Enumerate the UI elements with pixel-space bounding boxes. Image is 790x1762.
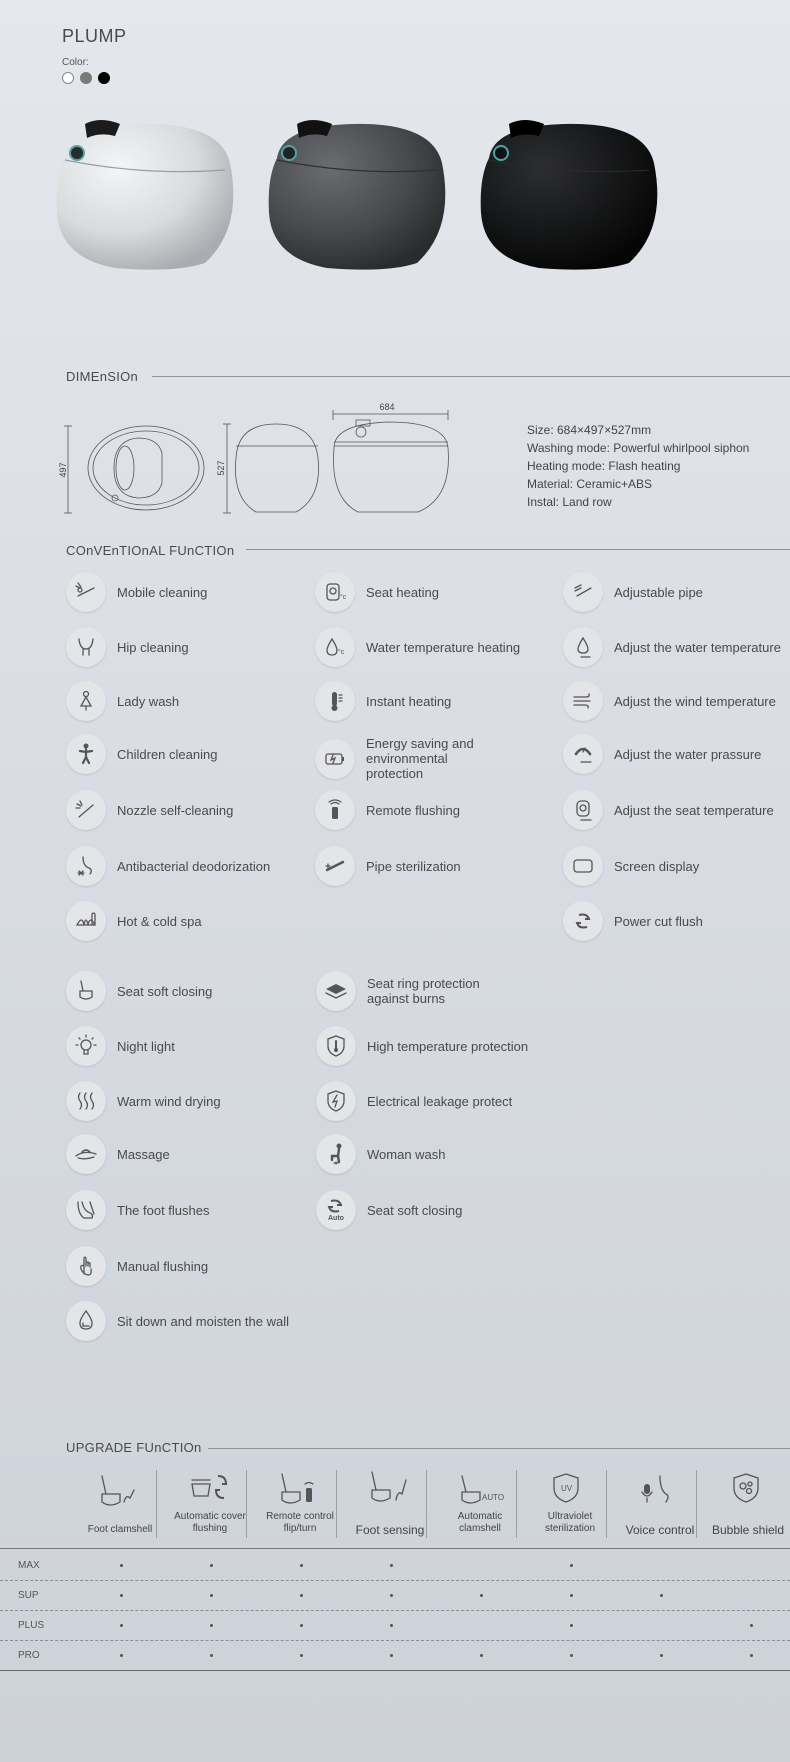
feature-label: Seat heating	[366, 584, 440, 600]
feature-dot	[390, 1624, 393, 1627]
feature-item	[563, 627, 781, 667]
voice-icon	[634, 1470, 684, 1515]
shield-bolt-icon	[316, 1081, 356, 1121]
water-heat-icon	[315, 627, 355, 667]
svg-text:°c: °c	[338, 649, 345, 656]
table-row-label: SUP	[18, 1590, 39, 1601]
feature-item	[315, 736, 506, 781]
feature-label: Instant heating	[366, 693, 452, 709]
battery-icon	[315, 739, 355, 779]
dim-depth-label: 497	[58, 462, 68, 478]
flush-icon	[563, 901, 603, 941]
feature-item	[315, 790, 460, 830]
section-divider	[208, 1448, 790, 1449]
feature-label: Antibacterial deodorization	[117, 858, 271, 874]
section-divider	[246, 549, 790, 550]
feature-label: The foot flushes	[117, 1202, 210, 1218]
feature-item	[563, 790, 774, 830]
soft-close-icon	[66, 971, 106, 1011]
column-separator	[336, 1470, 337, 1538]
pressure-icon	[563, 734, 603, 774]
column-separator	[156, 1470, 157, 1538]
feature-item	[563, 901, 703, 941]
feature-item	[66, 971, 212, 1011]
table-top-rule	[0, 1548, 790, 1549]
feature-dot	[480, 1594, 483, 1597]
column-separator	[426, 1470, 427, 1538]
hand-icon	[66, 1246, 106, 1286]
column-separator	[696, 1470, 697, 1538]
bubble-shield-icon	[724, 1470, 774, 1515]
upgrade-column-label: Automatic clamshell	[457, 1511, 503, 1534]
feature-label: Energy saving and environmental protection	[366, 736, 474, 781]
uv-tag: UV	[561, 1484, 573, 1493]
feature-dot	[660, 1654, 663, 1657]
feature-item	[66, 790, 233, 830]
feature-dot	[210, 1594, 213, 1597]
lady-icon	[66, 681, 106, 721]
feature-label: Massage	[117, 1146, 170, 1162]
auto-cover-icon	[184, 1470, 234, 1515]
feature-item	[315, 681, 451, 721]
section-divider	[152, 376, 790, 377]
shield-thermo-icon	[316, 1026, 356, 1066]
table-row-label: MAX	[18, 1560, 40, 1571]
seat-heat-icon	[315, 572, 355, 612]
feature-dot	[390, 1594, 393, 1597]
feature-label: Seat soft closing	[117, 983, 213, 999]
feature-dot	[300, 1594, 303, 1597]
feature-dot	[300, 1624, 303, 1627]
dimension-drawings	[58, 398, 458, 516]
upgrade-column-label: Ultraviolet sterilization	[544, 1511, 596, 1534]
feature-item	[315, 627, 520, 667]
feature-item	[563, 681, 776, 721]
feature-label: Power cut flush	[614, 913, 703, 929]
conventional-heading: COnVEnTIOnAL FUnCTIOn	[66, 543, 235, 558]
spec-line: Material: Ceramic+ABS	[527, 477, 653, 491]
feature-label: Adjust the wind temperature	[614, 693, 776, 709]
nozzle-icon	[66, 572, 106, 612]
feature-item	[315, 846, 461, 886]
wind-icon	[563, 681, 603, 721]
feature-item	[66, 1246, 208, 1286]
spec-line: Instal: Land row	[527, 495, 612, 509]
feature-dot	[660, 1594, 663, 1597]
feature-item	[563, 572, 703, 612]
upgrade-column-label: Remote control flip/turn	[266, 1511, 334, 1534]
feature-dot	[120, 1594, 123, 1597]
feature-item	[66, 1301, 289, 1341]
feature-label: Lady wash	[117, 693, 180, 709]
foot-icon	[66, 1190, 106, 1230]
feature-label: Mobile cleaning	[117, 584, 208, 600]
feature-dot	[750, 1624, 753, 1627]
auto-flush-icon	[316, 1190, 356, 1230]
feature-label: Hot & cold spa	[117, 913, 202, 929]
feature-dot	[390, 1564, 393, 1567]
spa-icon	[66, 901, 106, 941]
table-row-divider	[0, 1610, 790, 1611]
table-row-divider	[0, 1670, 790, 1671]
toilet-white-image	[57, 120, 234, 270]
auto-clamshell-icon	[454, 1470, 504, 1515]
feature-label: Hip cleaning	[117, 639, 189, 655]
feature-dot	[570, 1624, 573, 1627]
upgrade-column-label: Bubble shield	[711, 1523, 785, 1537]
feature-label: Woman wash	[367, 1146, 446, 1162]
woman-wash-icon	[316, 1134, 356, 1174]
feature-item	[66, 681, 179, 721]
deodorize-icon	[66, 846, 106, 886]
layers-icon	[316, 971, 356, 1011]
hip-icon	[66, 627, 106, 667]
feature-label: High temperature protection	[367, 1038, 529, 1054]
column-separator	[516, 1470, 517, 1538]
auto-tag: AUTO	[482, 1493, 504, 1502]
feature-item	[66, 627, 189, 667]
spec-line: Size: 684×497×527mm	[527, 423, 652, 437]
dim-height-label: 527	[216, 460, 226, 476]
feature-item	[316, 1134, 446, 1174]
feature-label: Adjust the seat temperature	[614, 802, 774, 818]
dim-width-label: 684	[379, 402, 395, 412]
table-row-divider	[0, 1580, 790, 1581]
feature-label: Adjust the water prassure	[614, 746, 762, 762]
feature-label: Screen display	[614, 858, 700, 874]
feature-item	[316, 971, 507, 1011]
table-row-divider	[0, 1640, 790, 1641]
svg-text:Auto: Auto	[328, 1215, 344, 1222]
table-row-label: PRO	[18, 1650, 40, 1661]
feature-item	[66, 1081, 221, 1121]
heat-waves-icon	[66, 1081, 106, 1121]
feature-dot	[570, 1594, 573, 1597]
feature-item	[316, 1026, 528, 1066]
toilet-grey-image	[269, 120, 446, 270]
feature-label: Manual flushing	[117, 1258, 209, 1274]
foot-clamshell-icon	[94, 1470, 144, 1515]
feature-item	[66, 1026, 175, 1066]
feature-label: Warm wind drying	[117, 1093, 221, 1109]
toilet-black-image	[481, 120, 658, 270]
feature-dot	[300, 1564, 303, 1567]
uv-icon	[544, 1470, 594, 1515]
feature-dot	[210, 1624, 213, 1627]
upgrade-heading: UPGRADE FUnCTIOn	[66, 1440, 202, 1455]
feature-label: Children cleaning	[117, 746, 218, 762]
feature-item	[66, 1190, 210, 1230]
adjust-pipe-icon	[563, 572, 603, 612]
feature-dot	[480, 1654, 483, 1657]
upgrade-column-label: Automatic cover flushing	[174, 1511, 246, 1534]
svg-text:°c: °c	[340, 594, 347, 601]
column-separator	[606, 1470, 607, 1538]
feature-label: Electrical leakage protect	[367, 1093, 513, 1109]
feature-dot	[120, 1564, 123, 1567]
column-separator	[246, 1470, 247, 1538]
table-row-label: PLUS	[18, 1620, 45, 1631]
feature-dot	[390, 1654, 393, 1657]
pipe-icon	[315, 846, 355, 886]
feature-label: Water temperature heating	[366, 639, 521, 655]
product-images	[55, 118, 790, 308]
dimension-heading: DIMEnSIOn	[66, 369, 139, 384]
thermometer-icon	[315, 681, 355, 721]
feature-label: Adjustable pipe	[614, 584, 703, 600]
feature-item	[66, 734, 217, 774]
feature-dot	[300, 1654, 303, 1657]
feature-label: Adjust the water temperature	[614, 639, 781, 655]
feature-dot	[570, 1564, 573, 1567]
nozzle-clean-icon	[66, 790, 106, 830]
color-swatch[interactable]	[62, 72, 74, 84]
feature-dot	[570, 1654, 573, 1657]
spec-line: Washing mode: Powerful whirlpool siphon	[527, 441, 750, 455]
feature-label: Nozzle self-cleaning	[117, 802, 234, 818]
feature-label: Seat ring protection against burns	[367, 976, 480, 1006]
feature-item	[66, 572, 207, 612]
feature-item	[315, 572, 439, 612]
product-title: PLUMP	[62, 26, 127, 46]
moisten-icon	[66, 1301, 106, 1341]
feature-dot	[750, 1654, 753, 1657]
feature-dot	[210, 1654, 213, 1657]
color-label: Color:	[62, 57, 89, 68]
upgrade-column-label: Foot sensing	[355, 1523, 425, 1537]
feature-item	[66, 901, 202, 941]
feature-dot	[210, 1564, 213, 1567]
feature-label: Night light	[117, 1038, 175, 1054]
water-drop-icon	[563, 627, 603, 667]
remote-flip-icon	[274, 1470, 324, 1515]
child-icon	[66, 734, 106, 774]
upgrade-column-label: Voice control	[625, 1523, 695, 1537]
color-swatch[interactable]	[98, 72, 110, 84]
color-swatch[interactable]	[80, 72, 92, 84]
feature-label: Sit down and moisten the wall	[117, 1313, 289, 1329]
upgrade-column-label: Foot clamshell	[87, 1524, 153, 1535]
feature-label: Pipe sterilization	[366, 858, 461, 874]
feature-item	[316, 1081, 512, 1121]
feature-item	[66, 1134, 170, 1174]
feature-item	[316, 1190, 462, 1230]
feature-item	[563, 846, 699, 886]
feature-dot	[120, 1624, 123, 1627]
feature-label: Remote flushing	[366, 802, 460, 818]
feature-item	[563, 734, 761, 774]
remote-icon	[315, 790, 355, 830]
massage-icon	[66, 1134, 106, 1174]
bulb-icon	[66, 1026, 106, 1066]
spec-line: Heating mode: Flash heating	[527, 459, 681, 473]
feature-dot	[120, 1654, 123, 1657]
feature-label: Seat soft closing	[367, 1202, 463, 1218]
foot-sensing-icon	[364, 1470, 414, 1515]
seat-temp-icon	[563, 790, 603, 830]
screen-icon	[563, 846, 603, 886]
feature-item	[66, 846, 270, 886]
